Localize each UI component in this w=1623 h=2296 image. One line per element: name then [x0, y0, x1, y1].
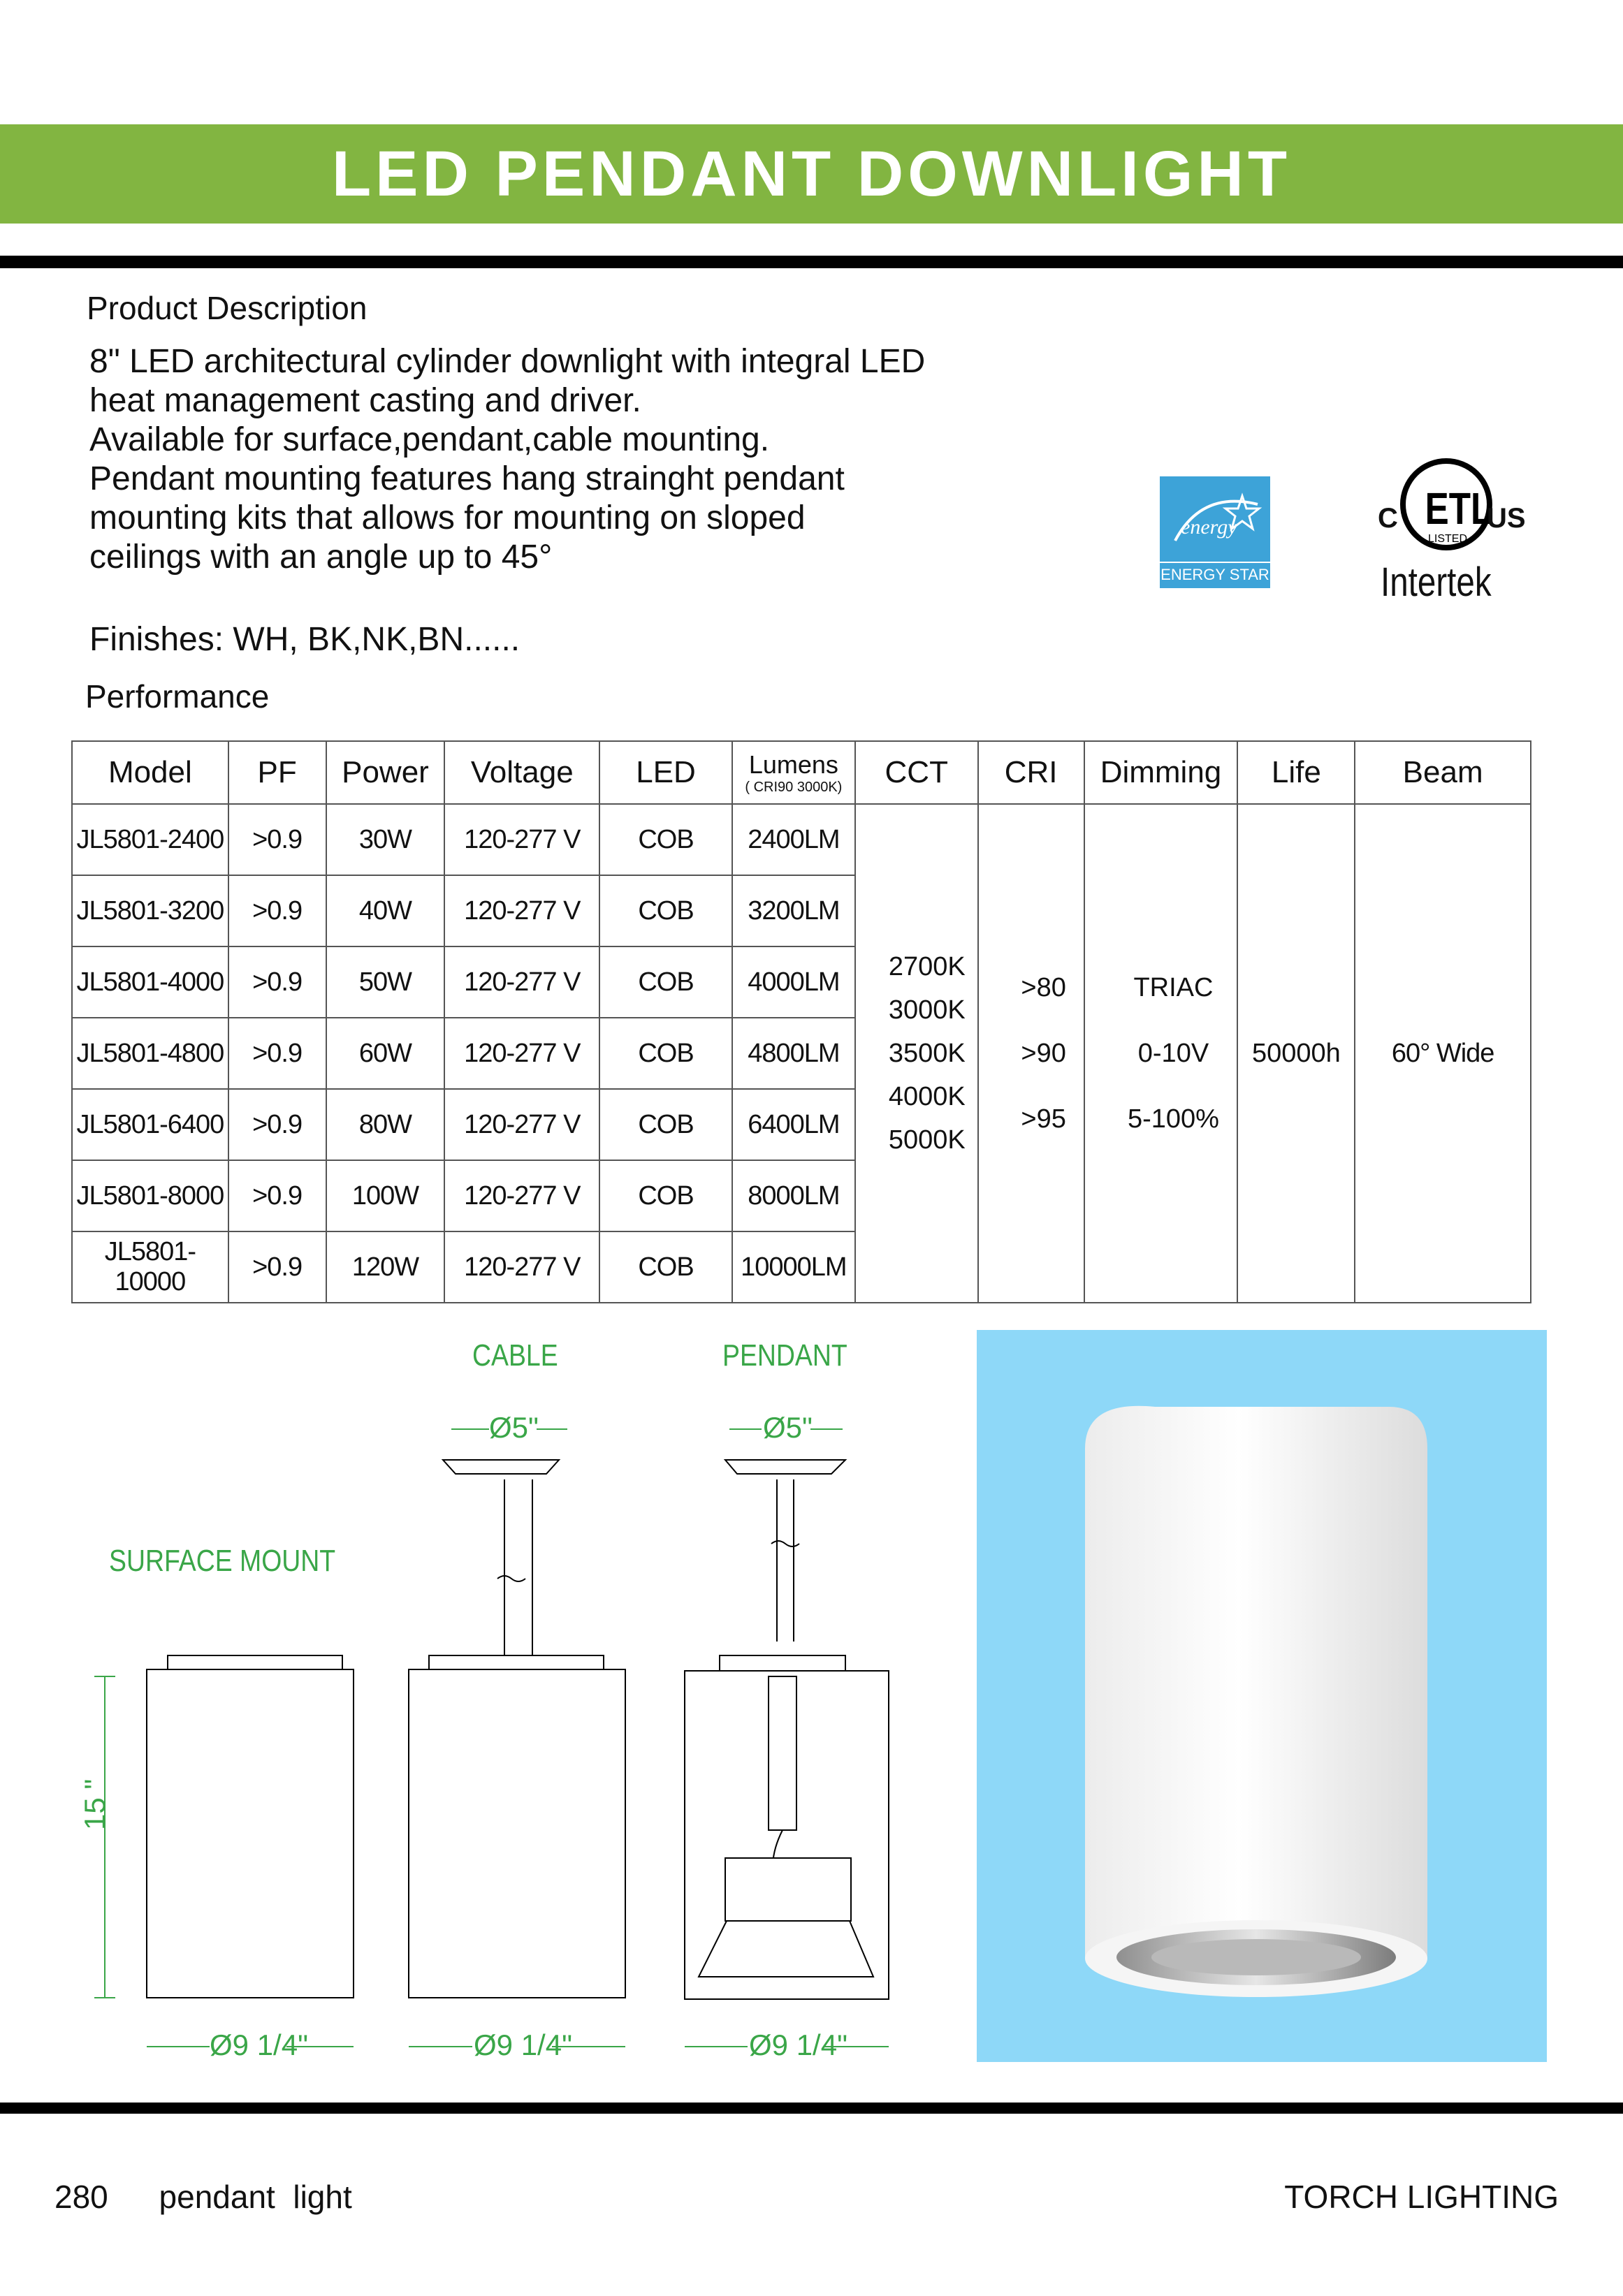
energy-star-text: ENERGY STAR — [1160, 562, 1270, 584]
cell-voltage: 120-277 V — [444, 946, 599, 1018]
product-description-heading: Product Description — [87, 290, 367, 326]
cell-voltage: 120-277 V — [444, 804, 599, 875]
description-line: Available for surface,pendant,cable mounting. — [89, 421, 770, 458]
cell-pf: >0.9 — [228, 946, 326, 1018]
cell-pf: >0.9 — [228, 1089, 326, 1160]
pendant-canopy-dimension: Ø5" — [763, 1411, 813, 1444]
header-lumens-note: ( CRI90 3000K) — [745, 779, 843, 795]
cable-canopy-dimension: Ø5" — [489, 1411, 539, 1444]
surface-canopy-icon — [168, 1655, 342, 1669]
cable-break-icon — [497, 1576, 525, 1581]
cct-value: 5000K — [888, 1125, 966, 1155]
cell-model: JL5801-8000 — [72, 1160, 228, 1231]
header-life: Life — [1237, 741, 1355, 804]
cell-lumens: 10000LM — [732, 1231, 855, 1303]
cell-led: COB — [599, 875, 732, 946]
pendant-driver-icon — [769, 1676, 796, 1830]
cell-dimming-list — [1084, 804, 1238, 1303]
cell-pf: >0.9 — [228, 1018, 326, 1089]
cell-voltage: 120-277 V — [444, 1231, 599, 1303]
etl-us-mark: US — [1487, 503, 1526, 534]
cell-led: COB — [599, 1018, 732, 1089]
cable-cylinder-icon — [409, 1669, 625, 1998]
dimming-value: 5-100% — [1127, 1104, 1219, 1134]
dimming-value: TRIAC — [1133, 973, 1214, 1002]
cell-pf: >0.9 — [228, 875, 326, 946]
page-number: 280 — [54, 2179, 108, 2215]
cell-lumens: 8000LM — [732, 1160, 855, 1231]
header-lumens-label: Lumens — [748, 750, 838, 779]
height-dimension: 15 " — [78, 1778, 111, 1830]
cell-beam: 60° Wide — [1355, 804, 1531, 1303]
pendant-label: PENDANT — [722, 1338, 847, 1373]
page-title: LED PENDANT DOWNLIGHT — [331, 138, 1292, 210]
description-line: mounting kits that allows for mounting on sloped — [89, 499, 806, 536]
cell-pf: >0.9 — [228, 1160, 326, 1231]
cell-lumens: 3200LM — [732, 875, 855, 946]
finishes-text: Finishes: WH, BK,NK,BN...... — [89, 621, 521, 658]
cell-led: COB — [599, 804, 732, 875]
description-line: heat management casting and driver. — [89, 382, 641, 419]
pendant-heatsink-icon — [725, 1858, 851, 1921]
cell-led: COB — [599, 1231, 732, 1303]
cct-value: 4000K — [888, 1082, 966, 1111]
header-cct: CCT — [855, 741, 978, 804]
description-line: Pendant mounting features hang strainght pendant — [89, 460, 845, 497]
energy-star-logo — [1160, 476, 1270, 588]
cell-lumens: 2400LM — [732, 804, 855, 875]
cell-lumens: 4000LM — [732, 946, 855, 1018]
pendant-break-icon — [771, 1541, 799, 1546]
etl-listed-logo — [1369, 454, 1526, 615]
cell-power: 40W — [326, 875, 445, 946]
energy-star-icon — [1160, 476, 1270, 560]
description-line: ceilings with an angle up to 45° — [89, 539, 553, 576]
cell-lumens: 4800LM — [732, 1018, 855, 1089]
cell-voltage: 120-277 V — [444, 1089, 599, 1160]
cell-model: JL5801-4000 — [72, 946, 228, 1018]
cell-pf: >0.9 — [228, 804, 326, 875]
brand-name: TORCH LIGHTING — [1284, 2179, 1559, 2215]
footer-left — [54, 2178, 352, 2216]
product-photo — [977, 1330, 1547, 2062]
description-line: 8" LED architectural cylinder downlight with integral LED — [89, 343, 926, 380]
intertek-name: Intertek — [1381, 560, 1492, 605]
cable-canopy-icon — [443, 1460, 559, 1474]
cable-fixture-top-icon — [429, 1655, 604, 1669]
cell-power: 50W — [326, 946, 445, 1018]
cylinder-downlight-icon — [977, 1330, 1547, 2062]
cri-value: >80 — [1021, 973, 1066, 1002]
pendant-diameter-dimension: Ø9 1/4" — [749, 2028, 847, 2061]
cri-value: >95 — [1021, 1104, 1066, 1134]
etl-listed-text: LISTED — [1428, 533, 1468, 545]
energy-script: energy — [1181, 515, 1237, 539]
cell-power: 80W — [326, 1089, 445, 1160]
cell-voltage: 120-277 V — [444, 875, 599, 946]
cct-value: 3500K — [888, 1039, 966, 1068]
header-model: Model — [72, 741, 228, 804]
cell-led: COB — [599, 946, 732, 1018]
cable-diameter-dimension: Ø9 1/4" — [474, 2028, 572, 2061]
header-pf: PF — [228, 741, 326, 804]
cell-power: 30W — [326, 804, 445, 875]
pendant-bracket-icon — [720, 1655, 845, 1671]
cell-model: JL5801-6400 — [72, 1089, 228, 1160]
cell-led: COB — [599, 1160, 732, 1231]
header-voltage: Voltage — [444, 741, 599, 804]
cct-value: 3000K — [888, 995, 966, 1025]
cell-lumens: 6400LM — [732, 1089, 855, 1160]
cell-led: COB — [599, 1089, 732, 1160]
pendant-reflector-icon — [699, 1921, 873, 1977]
cell-cri-list — [978, 804, 1084, 1303]
header-power: Power — [326, 741, 445, 804]
header-cri: CRI — [978, 741, 1084, 804]
cell-voltage: 120-277 V — [444, 1160, 599, 1231]
cell-model: JL5801-4800 — [72, 1018, 228, 1089]
cell-life: 50000h — [1237, 804, 1355, 1303]
pendant-canopy-icon — [725, 1460, 845, 1474]
cell-power: 100W — [326, 1160, 445, 1231]
header-led: LED — [599, 741, 732, 804]
cable-label: CABLE — [472, 1338, 558, 1373]
surface-cylinder-icon — [147, 1669, 354, 1998]
cct-value: 2700K — [888, 952, 966, 981]
header-beam: Beam — [1355, 741, 1531, 804]
cell-model: JL5801-3200 — [72, 875, 228, 946]
surface-diameter-dimension: Ø9 1/4" — [210, 2028, 308, 2061]
header-dimming: Dimming — [1084, 741, 1238, 804]
cell-power: 120W — [326, 1231, 445, 1303]
surface-mount-label: SURFACE MOUNT — [109, 1544, 336, 1578]
section-name: pendant light — [159, 2179, 352, 2215]
svg-text:ETL: ETL — [1425, 484, 1493, 534]
etl-c-mark: C — [1378, 503, 1398, 534]
cri-value: >90 — [1021, 1039, 1066, 1068]
performance-heading: Performance — [85, 678, 270, 715]
cell-pf: >0.9 — [228, 1231, 326, 1303]
cell-voltage: 120-277 V — [444, 1018, 599, 1089]
cell-power: 60W — [326, 1018, 445, 1089]
dimming-value: 0-10V — [1137, 1039, 1209, 1068]
cell-model: JL5801-10000 — [72, 1231, 228, 1303]
cell-model: JL5801-2400 — [72, 804, 228, 875]
bottom-divider — [0, 2103, 1623, 2114]
